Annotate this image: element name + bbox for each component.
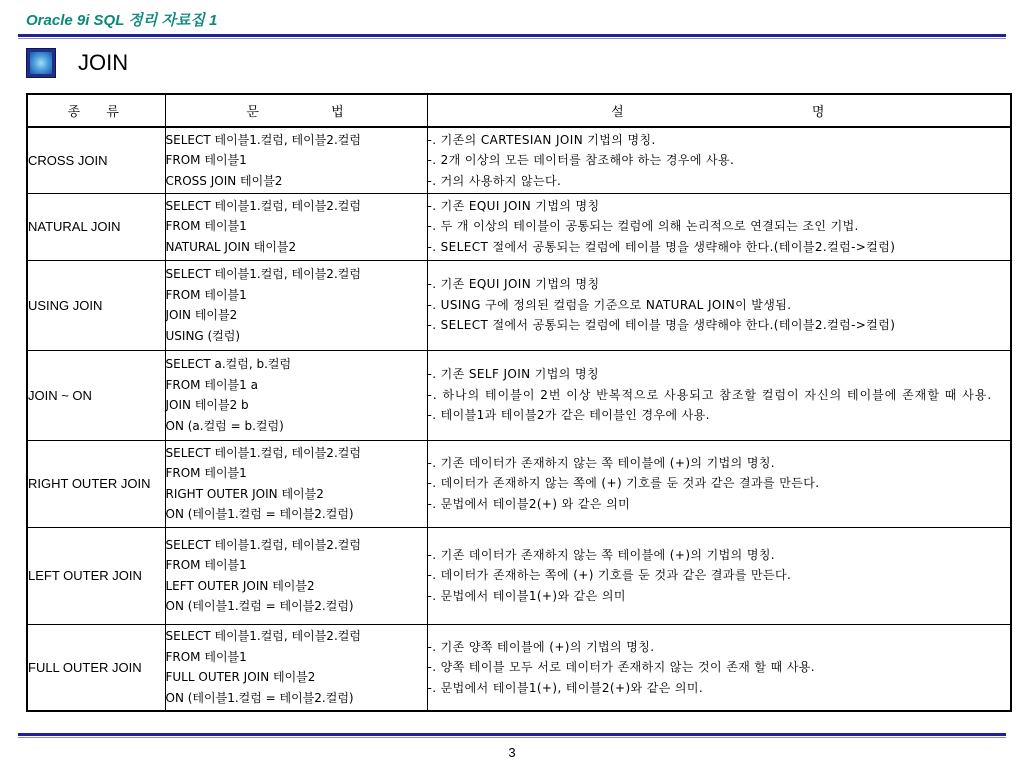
- header-divider: [18, 34, 1006, 37]
- join-syntax-cell: [165, 127, 427, 193]
- syntax-line: RIGHT OUTER JOIN 테이블2: [165, 486, 324, 501]
- table-row: [27, 127, 1011, 193]
- square-bullet-icon: [26, 48, 56, 78]
- description-line: -. 두 개 이상의 테이블이 공통되는 컬럼에 의해 논리적으로 연결되는 조인 기법.: [427, 219, 859, 234]
- syntax-line: FROM 테이블1: [165, 558, 247, 572]
- header-kind: [27, 94, 165, 127]
- syntax-line: ON (테이블1.컬럼 = 테이블2.컬럼): [165, 599, 354, 613]
- description-line: -. 기존 EQUI JOIN 기법의 명칭: [427, 277, 600, 292]
- syntax-line: CROSS JOIN 테이블2: [165, 173, 283, 188]
- description-line: -. 데이터가 존재하지 않는 쪽에 (+) 기호를 둔 것과 같은 결과를 만든다.: [427, 476, 820, 491]
- header-desc: [427, 94, 1011, 127]
- table-body: [27, 127, 1011, 711]
- join-kind-label: LEFT OUTER JOIN: [28, 568, 142, 583]
- join-kind-label: NATURAL JOIN: [28, 219, 121, 234]
- join-kind-cell: [27, 193, 165, 260]
- join-description-cell: [427, 260, 1011, 350]
- description-line: -. 문법에서 테이블2(+) 와 같은 의미: [427, 496, 631, 511]
- join-kind-cell: [27, 260, 165, 350]
- description-line: -. 기존의 CARTESIAN JOIN 기법의 명칭.: [427, 132, 656, 147]
- description-line: -. 문법에서 테이블1(+), 테이블2(+)와 같은 의미.: [427, 680, 704, 695]
- join-kind-label: CROSS JOIN: [28, 152, 108, 168]
- description-line: -. 테이블1과 테이블2가 같은 테이블인 경우에 사용.: [427, 408, 710, 423]
- header-divider-thin: [18, 38, 1006, 39]
- footer-divider: [18, 733, 1006, 736]
- syntax-line: FROM 테이블1: [165, 153, 247, 167]
- join-description-cell: [427, 527, 1011, 624]
- join-syntax-cell: [165, 624, 427, 711]
- join-syntax-cell: [165, 260, 427, 350]
- description-line: -. 기존 EQUI JOIN 기법의 명칭: [427, 198, 600, 213]
- join-description-cell: [427, 350, 1011, 440]
- document-header-title: Oracle 9i SQL 정리 자료집 1: [26, 12, 218, 29]
- description-line: -. USING 구에 정의된 컬럼을 기준으로 NATURAL JOIN이 발생됨.: [427, 297, 792, 312]
- join-description-cell: [427, 440, 1011, 527]
- description-line: -. 기존 양쪽 테이블에 (+)의 기법의 명칭.: [427, 639, 655, 654]
- syntax-line: FROM 테이블1: [165, 466, 247, 480]
- join-description-cell: [427, 193, 1011, 260]
- join-syntax-cell: [165, 350, 427, 440]
- description-line: -. 기존 데이터가 존재하지 않는 쪽 테이블에 (+)의 기법의 명칭.: [427, 455, 776, 470]
- syntax-line: SELECT 테이블1.컬럼, 테이블2.컬럼: [165, 132, 361, 147]
- description-line: -. SELECT 절에서 공통되는 컬럼에 테이블 명을 생략해야 한다.(테이블2.컬럼->컬럼): [427, 318, 896, 333]
- join-kind-label: FULL OUTER JOIN: [28, 659, 142, 675]
- description-line: -. 기존 SELF JOIN 기법의 명칭: [427, 367, 599, 382]
- syntax-line: FROM 테이블1: [165, 287, 247, 302]
- table-row: [27, 527, 1011, 624]
- join-kind-cell: [27, 350, 165, 440]
- table-row: [27, 193, 1011, 260]
- description-line: -. 문법에서 테이블1(+)와 같은 의미: [427, 588, 626, 603]
- join-kind-cell: [27, 624, 165, 711]
- join-syntax-cell: [165, 527, 427, 624]
- syntax-line: SELECT 테이블1.컬럼, 테이블2.컬럼: [165, 445, 361, 460]
- syntax-line: SELECT 테이블1.컬럼, 테이블2.컬럼: [165, 629, 361, 644]
- join-syntax-cell: [165, 193, 427, 260]
- syntax-line: ON (a.컬럼 = b.컬럼): [165, 418, 284, 433]
- join-kind-cell: [27, 127, 165, 193]
- description-line: -. 하나의 테이블이 2번 이상 반복적으로 사용되고 참조할 컬럼이 자신의 테이블에 존재할 때 사용.: [427, 387, 993, 402]
- syntax-line: JOIN 테이블2: [165, 308, 238, 322]
- join-description-cell: [427, 624, 1011, 711]
- description-line: -. 2개 이상의 모든 데이터를 참조해야 하는 경우에 사용.: [427, 153, 735, 167]
- header-syntax-label: 문 법: [246, 105, 346, 120]
- syntax-line: FROM 테이블1 a: [165, 377, 258, 392]
- join-syntax-cell: [165, 440, 427, 527]
- header-desc-label: 설 명: [611, 105, 827, 120]
- syntax-line: SELECT 테이블1.컬럼, 테이블2.컬럼: [165, 537, 361, 552]
- description-line: -. 기존 데이터가 존재하지 않는 쪽 테이블에 (+)의 기법의 명칭.: [427, 547, 776, 562]
- table-header-row: [27, 94, 1011, 127]
- slide-title: JOIN: [78, 50, 129, 75]
- footer-divider-thin: [18, 737, 1006, 738]
- table-row: [27, 260, 1011, 350]
- join-kind-label: USING JOIN: [28, 297, 103, 313]
- syntax-line: SELECT a.컬럼, b.컬럼: [165, 357, 292, 371]
- syntax-line: USING (컬럼): [165, 328, 241, 343]
- header-syntax: [165, 94, 427, 127]
- page-number: 3: [508, 745, 516, 760]
- join-table-container: [26, 93, 1010, 712]
- syntax-line: ON (테이블1.컬럼 = 테이블2.컬럼): [165, 507, 354, 521]
- description-line: -. 데이터가 존재하는 쪽에 (+) 기호를 둔 것과 같은 결과를 만든다.: [427, 568, 792, 583]
- join-kind-cell: [27, 527, 165, 624]
- header-kind-label: 종 류: [67, 105, 125, 120]
- join-kind-label: RIGHT OUTER JOIN: [28, 476, 151, 491]
- description-line: -. SELECT 절에서 공통되는 컬럼에 테이블 명을 생략해야 한다.(테이블2.컬럼->컬럼): [427, 239, 896, 254]
- syntax-line: ON (테이블1.컬럼 = 테이블2.컬럼): [165, 690, 354, 705]
- join-kind-label: JOIN ~ ON: [28, 387, 92, 403]
- syntax-line: JOIN 테이블2 b: [165, 398, 249, 412]
- syntax-line: FROM 테이블1: [165, 649, 247, 664]
- join-table: [26, 93, 1012, 712]
- syntax-line: SELECT 테이블1.컬럼, 테이블2.컬럼: [165, 198, 361, 213]
- description-line: -. 양쪽 테이블 모두 서로 데이터가 존재하지 않는 것이 존재 할 때 사용.: [427, 660, 816, 674]
- description-line: -. 거의 사용하지 않는다.: [427, 173, 562, 188]
- join-description-cell: [427, 127, 1011, 193]
- syntax-line: NATURAL JOIN 태이블2: [165, 239, 297, 254]
- table-row: [27, 440, 1011, 527]
- table-row: [27, 350, 1011, 440]
- syntax-line: SELECT 테이블1.컬럼, 테이블2.컬럼: [165, 267, 361, 281]
- table-row: [27, 624, 1011, 711]
- join-kind-cell: [27, 440, 165, 527]
- syntax-line: FROM 테이블1: [165, 219, 247, 234]
- syntax-line: FULL OUTER JOIN 테이블2: [165, 670, 316, 685]
- syntax-line: LEFT OUTER JOIN 테이블2: [165, 578, 315, 593]
